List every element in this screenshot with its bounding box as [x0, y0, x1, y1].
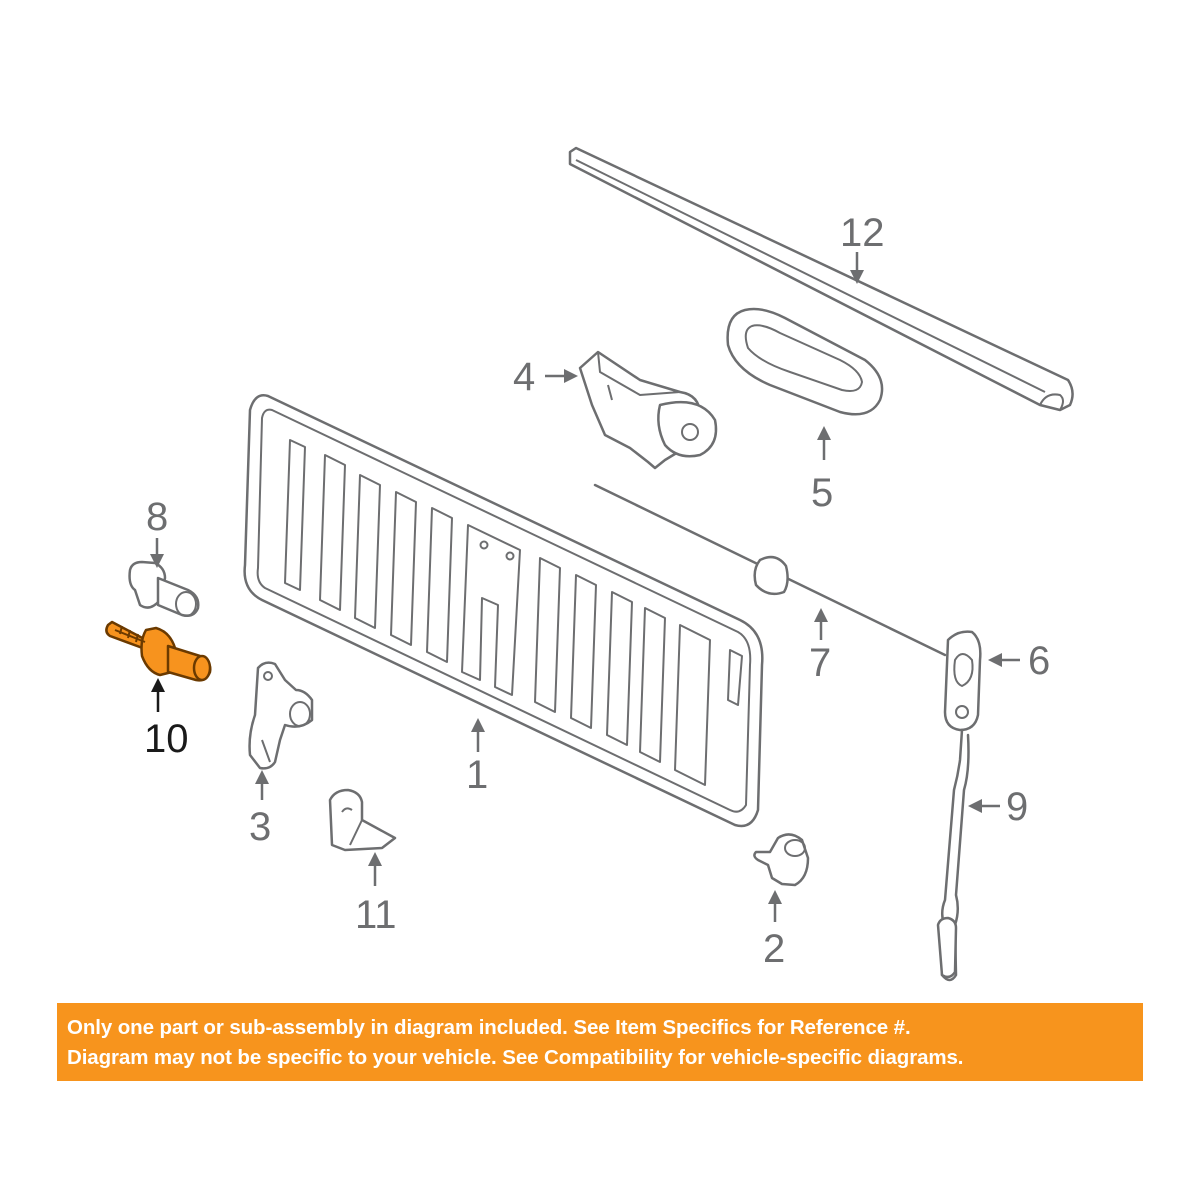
- callout-1: 1: [466, 753, 489, 797]
- disclaimer-banner: [57, 1003, 1143, 1081]
- disclaimer-line-1: Only one part or sub-assembly in diagram included. See Item Specifics for Reference #.: [67, 1016, 911, 1039]
- part-9-cable: [938, 730, 969, 980]
- callout-3: 3: [249, 805, 272, 849]
- callout-12: 12: [840, 211, 885, 255]
- part-11-bracket: [330, 790, 395, 850]
- part-2-hinge-pin: [754, 834, 808, 885]
- part-3-hinge: [250, 663, 312, 769]
- part-8-striker: [130, 562, 199, 616]
- callout-9: 9: [1006, 785, 1029, 829]
- callout-11: 11: [355, 893, 397, 937]
- part-4-latch-assembly: [580, 352, 716, 468]
- callout-7: 7: [809, 641, 832, 685]
- part-1-tailgate: [245, 395, 763, 826]
- part-5-handle-bezel: [728, 309, 882, 414]
- part-10-bolt-highlighted: [106, 622, 210, 680]
- disclaimer-line-2: Diagram may not be specific to your vehicle. See Compatibility for vehicle-specific diagrams.: [67, 1046, 964, 1069]
- callout-8: 8: [146, 495, 169, 539]
- callout-5: 5: [811, 471, 834, 515]
- callout-6: 6: [1028, 639, 1051, 683]
- part-6-latch: [945, 632, 980, 730]
- callout-10: 10: [144, 717, 189, 761]
- callout-2: 2: [763, 927, 786, 971]
- callout-4: 4: [513, 355, 536, 399]
